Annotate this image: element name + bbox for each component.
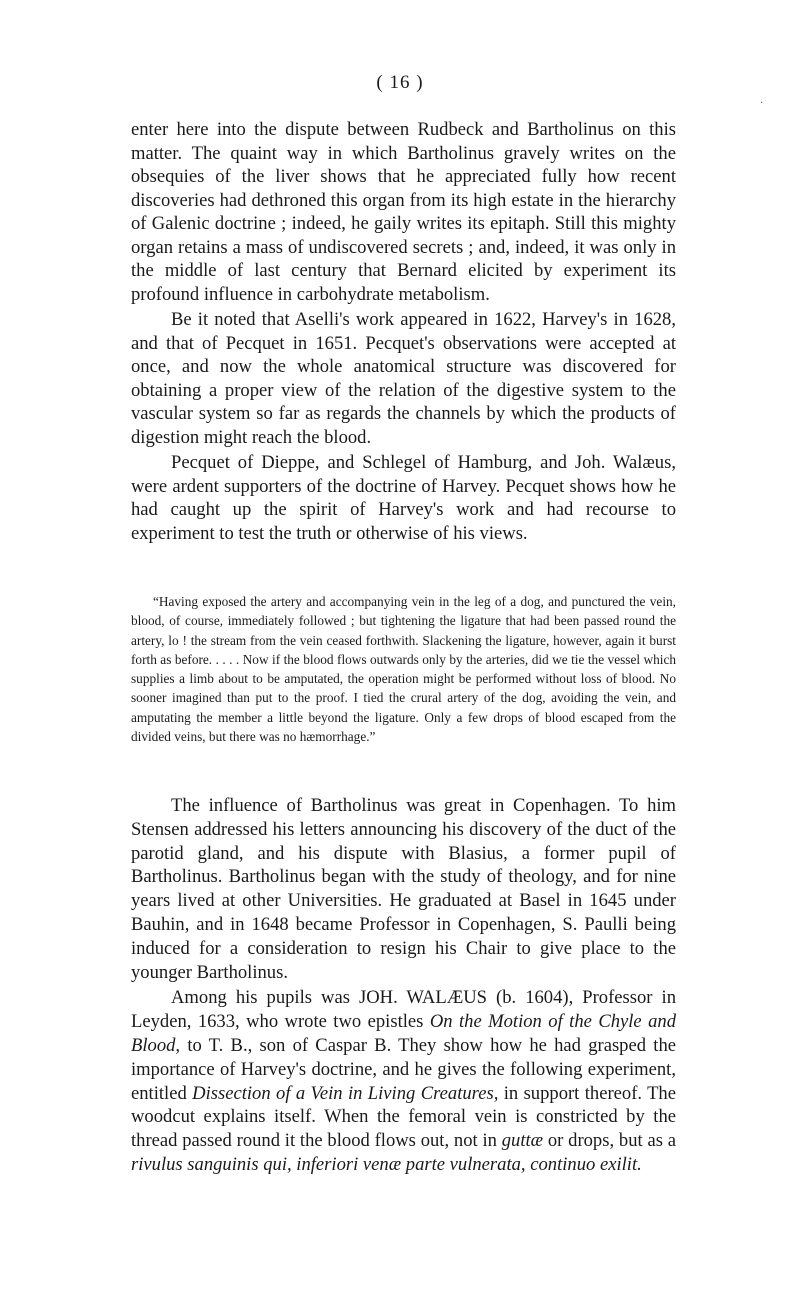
margin-speck: · [760, 98, 764, 109]
page-number: ( 16 ) [376, 72, 424, 93]
paragraph-liver-dispute: enter here into the dispute between Rudbeck and Bartholinus on this matter. The quaint way in which Bartholinus gravely writes on the obsequies of the liver shows that he appreciated fully how recent discoveries had dethroned this organ from its high estate in the hierarchy of Galenic doctrine ; indeed, he gaily writes its epitaph. Still this mighty organ retains a mass of undiscovered secrets ; and, indeed, it was only in the middle of last century that Bernard elicited by experiment its profound influence in carbohydrate metabolism. [131, 119, 676, 305]
paragraph-walaeus [131, 986, 676, 1176]
text-block-top [131, 118, 676, 545]
pecquet-quotation: “Having exposed the artery and accompanying vein in the leg of a dog, and punctured the vein, blood, of course, immediately followed ; but tightening the ligature that had been passed round the artery, lo ! the stream from the vein ceased forthwith. Slackening the ligature, however, again it burst forth as before. . . . . Now if the blood flows outwards only by the arteries, did we tie the vessel which supplies a limb about to be amputated, the operation might be performed without loss of blood. No sooner imagined than put to the proof. I tied the crural artery of the dog, avoiding the vein, and amputating the member a little beyond the ligature. Only a few drops of blood escaped from the divided veins, but there was no hæmorrhage.” [131, 594, 676, 745]
paragraph-bartholinus-influence: The influence of Bartholinus was great in Copenhagen. To him Stensen addressed his letters announcing his discovery of the duct of the parotid gland, and his dispute with Blasius, a former pupil of Bartholinus. Bartholinus began with the study of theology, and for nine years lived at other Universities. He graduated at Basel in 1645 under Bauhin, and in 1648 became Professor in Copenhagen, S. Paulli being induced for a consideration to resign his Chair to give place to the younger Bartholinus. [131, 795, 676, 983]
experiment-title: Dissection of a Vein in Living Creatures, [192, 1082, 499, 1104]
walaeus-text-3: in support thereof. The woodcut explains itself. When the femoral vein is constricted by the thread passed round it the blood flows out, not in [131, 1082, 676, 1152]
walaeus-text-1: Among his pupils was JOH. WALÆUS (b. 1604), Professor in Leyden, 1633, who wrote two epistles [131, 987, 676, 1033]
text-block-bottom [131, 794, 676, 1177]
epistle-title: On the Motion of the Chyle and Blood, [131, 1011, 677, 1056]
walaeus-text-4: or drops, but as a [543, 1130, 677, 1152]
walaeus-text-2: to T. B., son of Caspar B. They show how he had grasped the importance of Harvey's doctrine, and he gives the following experiment, entitled [131, 1034, 676, 1104]
paragraph-aselli-harvey-pecquet: Be it noted that Aselli's work appeared in 1622, Harvey's in 1628, and that of Pecquet in 1651. Pecquet's observations were accepted at once, and now the whole anatomical structure was discovered for obtaining a proper view of the relation of the digestive system to the vascular system so far as regards the channels by which the products of digestion might reach the blood. [131, 309, 676, 448]
latin-rivulus: rivulus sanguinis qui, inferiori venæ parte vulnerata, continuo exilit. [131, 1153, 642, 1175]
paragraph-pecquet-supporters: Pecquet of Dieppe, and Schlegel of Hamburg, and Joh. Walæus, were ardent supporters of the doctrine of Harvey. Pecquet shows how he had caught up the spirit of Harvey's work and had recourse to experiment to test the truth or otherwise of his views. [131, 452, 676, 544]
latin-guttae: guttæ [501, 1130, 544, 1152]
